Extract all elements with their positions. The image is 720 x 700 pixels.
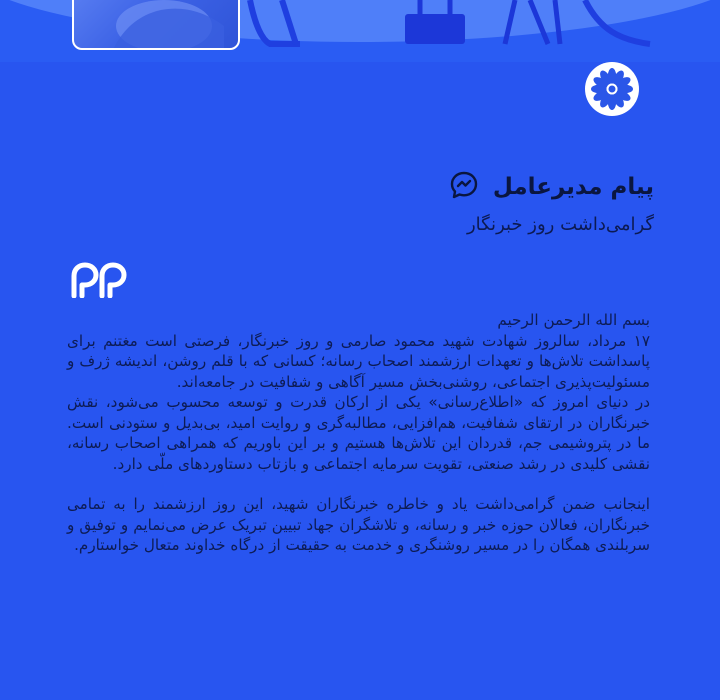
quote-mark-icon <box>70 262 130 298</box>
paragraph-2: در دنیای امروز که «اطلاع‌رسانی» یکی از ارکان قدرت و توسعه محسوب می‌شود، نقش خبرنگاران در ارتقای شفافیت، هم‌افزایی، مطالبه‌گری و روایت امید، بی‌بدیل و ستودنی است. ما در پتروشیمی جم، قدردان این تلاش‌ها هستیم و بر این باوریم که همراهی اصحاب رسانه، نقشی کلیدی در رشد صنعتی، تقویت سرمایه اجتماعی و بازتاب دستاوردهای ملّی دارد. <box>67 393 650 473</box>
top-banner <box>0 0 720 62</box>
paragraph-3: اینجانب ضمن گرامی‌داشت یاد و خاطره خبرنگاران شهید، این روز ارزشمند را به تمامی خبرنگاران، فعالان حوزه خبر و رسانه، و تلاشگران جهاد تبیین تبریک عرض می‌نمایم و توفیق و سربلندی همگان را در مسیر روشنگری و خدمت به حقیقت از درگاه خداوند متعال خواستارم. <box>67 495 650 554</box>
flower-logo-icon <box>585 62 639 116</box>
paragraph-1: ۱۷ مرداد، سالروز شهادت شهید محمود صارمی و روز خبرنگار، فرصتی است مغتنم برای پاسداشت تلاش‌ها و تعهدات ارزشمند اصحاب رسانه؛ کسانی که با قلم روشن، اندیشه ژرف و مسئولیت‌پذیری اجتماعی، روشنی‌بخش مسیر آگاهی و شفافیت در جامعه‌اند. <box>67 331 650 391</box>
message-body <box>67 310 650 556</box>
banner-graphics <box>0 0 720 62</box>
basmala: بسم الله الرحمن الرحیم <box>497 311 650 329</box>
page-subtitle: گرامی‌داشت روز خبرنگار <box>466 214 654 235</box>
page-title: پیام مدیرعامل <box>492 174 654 200</box>
header <box>449 170 654 204</box>
chat-wave-icon <box>449 170 479 204</box>
